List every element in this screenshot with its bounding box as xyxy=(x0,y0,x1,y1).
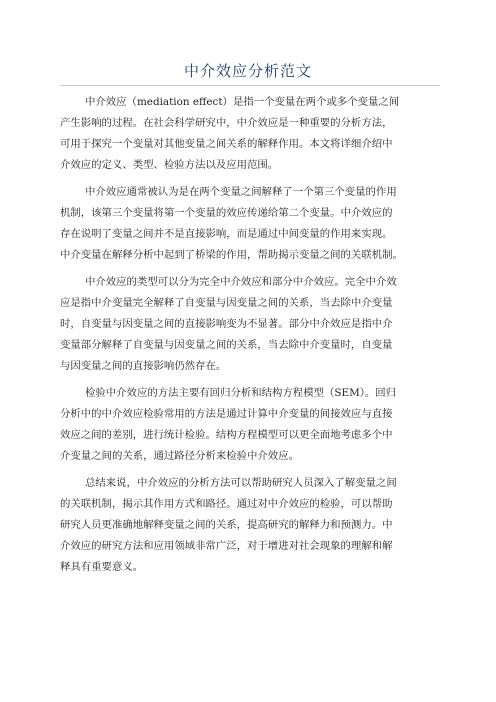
text-line: 与因变量之间的直接影响仍然存在。 xyxy=(60,360,227,372)
text-line: 时，自变量与因变量之间的直接影响变为不显著。部分中介效应是指中介 xyxy=(60,318,393,330)
document-title: 中介效应分析范文 xyxy=(183,62,312,80)
text-line: 机制，该第三个变量将第一个变量的效应传递给第二个变量。中介效应的 xyxy=(60,207,393,219)
text-line: 介效应的研究方法和应用领域非常广泛，对于增进对社会现象的理解和解 xyxy=(60,540,393,552)
text-line: 应是指中介变量完全解释了自变量与因变量之间的关系，当去除中介变量 xyxy=(60,297,393,309)
text-line: 检验中介效应的方法主要有回归分析和结构方程模型（SEM）。回归 xyxy=(85,387,397,399)
text-line: 存在说明了变量之间并不是直接影响，而是通过中间变量的作用来实现。 xyxy=(60,228,393,240)
text-line: 介变量之间的关系，通过路径分析来检验中介效应。 xyxy=(60,450,299,462)
paragraph-5 xyxy=(60,473,440,578)
text-line: 可用于探究一个变量对其他变量之间关系的解释作用。本文将详细介绍中 xyxy=(60,138,393,150)
text-line: 变量部分解释了自变量与因变量之间的关系，当去除中介变量时，自变量 xyxy=(60,339,393,351)
paragraph-2 xyxy=(60,182,440,266)
text-line: 产生影响的过程。在社会科学研究中，中介效应是一种重要的分析方法， xyxy=(60,117,393,129)
text-line: 中介效应的类型可以分为完全中介效应和部分中介效应。完全中介效 xyxy=(85,276,397,288)
text-line: 研究人员更准确地解释变量之间的关系，提高研究的解释力和预测力。中 xyxy=(60,519,393,531)
paragraph-4 xyxy=(60,383,440,467)
text-line: 中介效应（mediation effect）是指一个变量在两个或多个变量之间 xyxy=(85,96,400,108)
text-line: 中介效应通常被认为是在两个变量之间解释了一个第三个变量的作用 xyxy=(85,186,397,198)
text-line: 总结来说，中介效应的分析方法可以帮助研究人员深入了解变量之间 xyxy=(85,477,397,489)
text-line: 的关联机制，揭示其作用方式和路径。通过对中介效应的检验，可以帮助 xyxy=(60,498,393,510)
text-line: 中介变量在解释分析中起到了桥梁的作用，帮助揭示变量之间的关联机制。 xyxy=(60,249,403,261)
paragraph-3 xyxy=(60,272,440,377)
text-line: 介效应的定义、类型、检验方法以及应用范围。 xyxy=(60,159,279,171)
text-line: 效应之间的差别，进行统计检验。结构方程模型可以更全面地考虑多个中 xyxy=(60,429,393,441)
text-line: 释具有重要意义。 xyxy=(60,561,144,573)
paragraph-1 xyxy=(60,92,440,176)
text-line: 分析中的中介效应检验常用的方法是通过计算中介变量的间接效应与直接 xyxy=(60,408,393,420)
document-body xyxy=(60,92,440,578)
title-divider xyxy=(60,85,440,86)
